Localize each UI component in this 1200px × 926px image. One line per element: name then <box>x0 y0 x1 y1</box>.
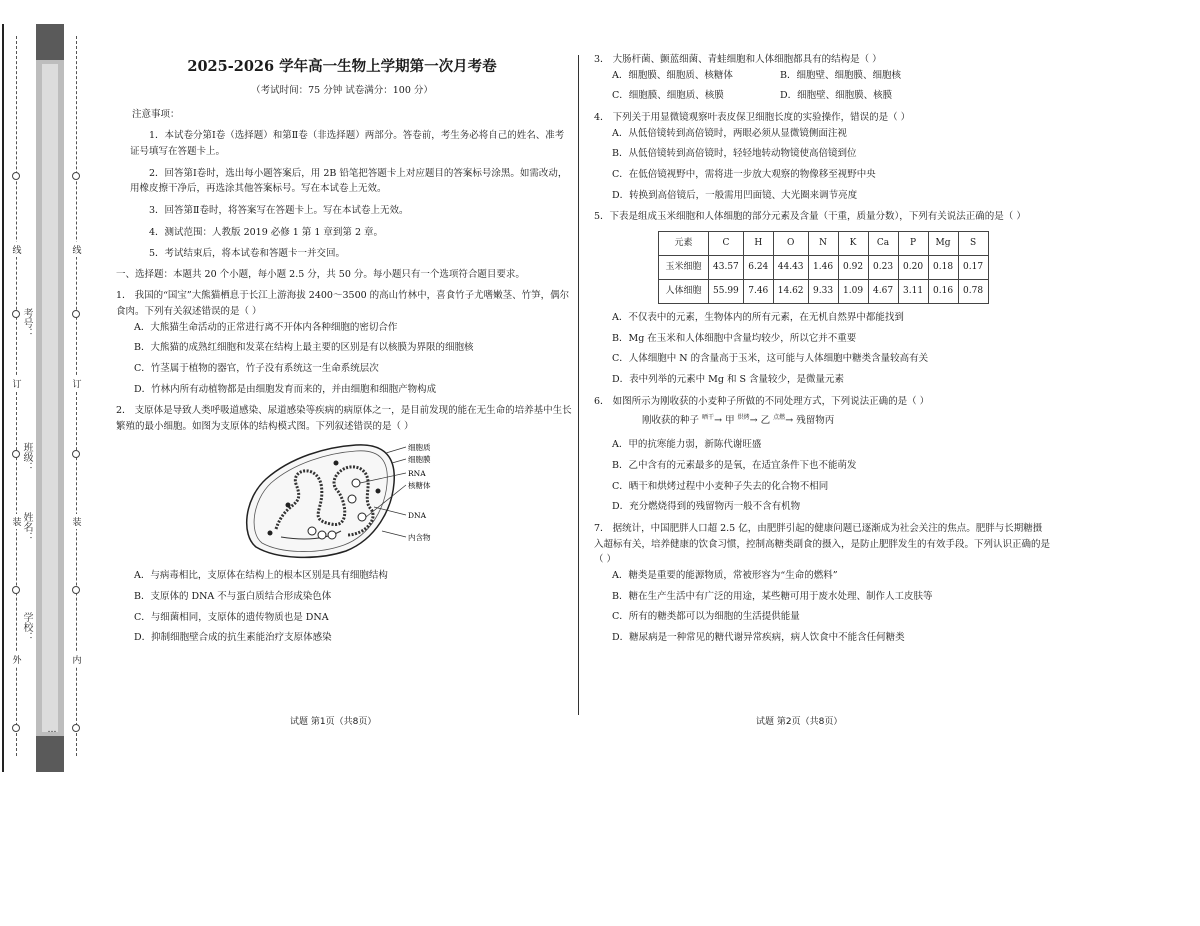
table-cell: 0.20 <box>898 256 928 280</box>
hole-marker <box>12 586 20 594</box>
question-7 <box>590 521 1050 646</box>
option-c: C．人体细胞中 N 的含量高于玉米，这可能与人体细胞中糖类含量较高有关 <box>612 353 929 365</box>
option-a: A．与病毒相比，支原体在结构上的根本区别是具有细胞结构 <box>134 570 388 582</box>
table-header-cell: Ca <box>868 232 898 256</box>
question-stem: 1． 我国的“国宝”大熊猫栖息于长江上游海拔 2400～3500 的高山竹林中，喜食竹子尤嗜嫩茎、竹笋，偶尔食肉。下列有关叙述错误的是（ ） <box>116 290 570 317</box>
question-1 <box>112 288 572 397</box>
option-a: A．不仅表中的元素，生物体内的所有元素，在无机自然界中都能找到 <box>612 312 904 324</box>
table-cell: 3.11 <box>898 280 928 304</box>
page-footer-right: 试题 第2页（共8页） <box>756 717 843 727</box>
hole-marker <box>72 724 80 732</box>
table-cell: 0.23 <box>868 256 898 280</box>
table-row <box>659 256 989 280</box>
question-6 <box>590 394 1050 515</box>
inclusion <box>286 502 291 507</box>
ribosome <box>352 479 360 487</box>
mark-bind-inner: 订 <box>72 376 82 391</box>
table-header-cell: H <box>743 232 773 256</box>
hole-marker <box>72 586 80 594</box>
table-cell: 44.43 <box>773 256 808 280</box>
question-stem: 2． 支原体是导致人类呼吸道感染、尿道感染等疾病的病原体之一，是目前发现的能在无生命的培养基中生长繁殖的最小细胞。如图为支原体的结构模式图。下列叙述错误的是（ ） <box>116 405 572 432</box>
table-header-row <box>659 232 989 256</box>
flow-step-label: 烘烤 <box>737 414 750 422</box>
table-cell: 0.92 <box>838 256 868 280</box>
label-leader <box>392 459 406 463</box>
table-cell: 4.67 <box>868 280 898 304</box>
table-cell: 55.99 <box>709 280 744 304</box>
table-header-cell: 元素 <box>659 232 709 256</box>
table-cell: 14.62 <box>773 280 808 304</box>
option-a: A．大熊猫生命活动的正常进行离不开体内各种细胞的密切合作 <box>134 321 398 333</box>
cell-membrane-outline <box>247 444 395 557</box>
option-c: C．所有的糖类都可以为细胞的生活提供能量 <box>612 611 800 623</box>
mycoplasma-diagram <box>236 439 460 559</box>
exam-title: 2025-2026 学年高一生物上学期第一次月考卷 <box>187 58 497 75</box>
binding-margin <box>2 24 94 772</box>
exam-number-label: 考号： <box>21 308 32 338</box>
notice-item: 2．回答第Ⅰ卷时，选出每小题答案后，用 2B 铅笔把答题卡上对应题目的答案标号涂黑。如需改动，用橡皮擦干净后，再选涂其他答案标号。写在本试卷上无效。 <box>130 167 568 195</box>
option-b: B．大熊猫的成熟红细胞和发菜在结构上最主要的区别是有以核膜为界限的细胞核 <box>134 342 474 354</box>
option-a: A．甲的抗寒能力弱，新陈代谢旺盛 <box>612 439 762 451</box>
table-cell: 玉米细胞 <box>659 256 709 280</box>
hole-marker <box>12 724 20 732</box>
option-c: C．与细菌相同，支原体的遗传物质也是 DNA <box>134 611 329 623</box>
table-cell: 9.33 <box>808 280 838 304</box>
label-leader <box>386 447 406 453</box>
page-footer-left: 试题 第1页（共8页） <box>290 717 377 727</box>
table-cell: 0.18 <box>928 256 958 280</box>
table-cell: 1.46 <box>808 256 838 280</box>
inclusion <box>334 460 339 465</box>
table-header-cell: S <box>958 232 988 256</box>
hole-marker <box>72 310 80 318</box>
ribosome <box>308 527 316 535</box>
inclusion <box>268 530 273 535</box>
school-label: 学校： <box>21 612 32 642</box>
section-heading: 一、选择题：本题共 20 个小题，每小题 2.5 分，共 50 分。每小题只有一个选项符合题目要求。 <box>116 268 525 280</box>
ribosome <box>348 495 356 503</box>
outer-cut-line <box>16 36 17 756</box>
option-d: D．转换到高倍镜后，一般需用凹面镜、大光圈来调节亮度 <box>612 189 858 201</box>
option-d: D．表中列举的元素中 Mg 和 S 含量较少，是微量元素 <box>612 374 845 386</box>
table-cell: 6.24 <box>743 256 773 280</box>
label-rna: RNA <box>408 468 426 478</box>
question-stem: 4． 下列关于用显微镜观察叶表皮保卫细胞长度的实验操作，错误的是（ ） <box>594 112 911 124</box>
flow-c: 残留物丙 <box>796 415 835 427</box>
table-header-cell: K <box>838 232 868 256</box>
label-cytoplasm: 细胞质 <box>408 442 431 452</box>
mark-line-inner: 线 <box>72 242 82 257</box>
option-row <box>590 68 1050 84</box>
option-row <box>590 88 1050 104</box>
column-divider <box>578 55 579 715</box>
option-b: B．糖在生产生活中有广泛的用途，某些糖可用于废水处理、制作人工皮肤等 <box>612 590 933 602</box>
notice-item: 5．考试结束后，将本试卷和答题卡一并交回。 <box>149 248 346 260</box>
hole-marker <box>72 172 80 180</box>
hole-marker <box>12 172 20 180</box>
flow-seed: 刚收获的种子 <box>642 415 700 427</box>
table-cell: 0.16 <box>928 280 958 304</box>
option-b: B．细胞壁、细胞膜、细胞核 <box>780 69 901 81</box>
ribosome <box>318 531 326 539</box>
flow-step-label: 晒干 <box>702 414 715 422</box>
option-c: C．在低倍镜视野中，需将进一步放大观察的物像移至视野中央 <box>612 169 876 181</box>
table-header-cell: O <box>773 232 808 256</box>
option-d: D．糖尿病是一种常见的糖代谢异常疾病，病人饮食中不能含任何糖类 <box>612 631 905 643</box>
option-a: A．细胞膜、细胞质、核糖体 <box>612 69 733 81</box>
ribosome <box>358 513 366 521</box>
label-dna: DNA <box>408 510 426 520</box>
option-d: D．竹林内所有动植物都是由细胞发育而来的，并由细胞和细胞产物构成 <box>134 383 437 395</box>
question-3 <box>590 52 1050 104</box>
inner-cut-line <box>76 36 77 756</box>
question-stem: 6． 如图所示为刚收获的小麦种子所做的不同处理方式，下列说法正确的是（ ） <box>594 395 930 407</box>
question-stem: 7． 据统计，中国肥胖人口超 2.5 亿，由肥胖引起的健康问题已逐渐成为社会关注的焦点。肥胖与长期糖摄入超标有关，培养健康的饮食习惯，控制高糖类副食的摄入，是防止肥胖发生的有效手段。下列认识正确的是（ ） <box>594 522 1051 566</box>
mark-line-outer: 线 <box>12 242 22 257</box>
label-ribosome: 核糖体 <box>408 480 431 490</box>
notice-heading: 注意事项： <box>132 109 180 120</box>
question-stem: 5．下表是组成玉米细胞和人体细胞的部分元素及含量（干重，质量分数），下列有关说法正确的是（ ） <box>594 211 1026 223</box>
strip-cap-bottom <box>36 736 64 772</box>
label-cell-membrane: 细胞膜 <box>408 454 431 464</box>
table-header-cell: C <box>709 232 744 256</box>
class-label: 班级： <box>21 442 32 472</box>
option-a: A．从低倍镜转到高倍镜时，两眼必须从显微镜侧面注视 <box>612 127 847 139</box>
label-leader <box>382 531 406 537</box>
table-cell: 1.09 <box>838 280 868 304</box>
flow-b: 乙 <box>760 415 771 427</box>
table-cell: 43.57 <box>709 256 744 280</box>
mark-pack-inner: 装 <box>72 514 82 529</box>
strip-inner <box>42 64 58 732</box>
ribosome <box>328 531 336 539</box>
question-4 <box>590 110 1050 203</box>
question-5 <box>590 209 1050 387</box>
table-header-cell: N <box>808 232 838 256</box>
option-b: B．支原体的 DNA 不与蛋白质结合形成染色体 <box>134 590 332 602</box>
option-b: B．从低倍镜转到高倍镜时，轻轻地转动物镜使高倍镜到位 <box>612 148 857 160</box>
flow-a: 甲 <box>725 415 735 427</box>
option-b: B．Mg 在玉米和人体细胞中含量均较少，所以它并不重要 <box>612 332 857 344</box>
table-header-cell: Mg <box>928 232 958 256</box>
mark-pack-outer: 装 <box>12 514 22 529</box>
label-inclusion: 内含物 <box>408 532 431 542</box>
arrow-right-icon: → <box>749 415 758 427</box>
table-cell: 0.78 <box>958 280 988 304</box>
question-2 <box>112 403 572 646</box>
hole-marker <box>72 450 80 458</box>
mark-outside: 外 <box>12 652 22 667</box>
question-stem: 3． 大肠杆菌、颤蓝细菌、青蛙细胞和人体细胞都具有的结构是（ ） <box>594 54 882 65</box>
option-d: D．抑制细胞壁合成的抗生素能治疗支原体感染 <box>134 632 332 644</box>
element-content-table <box>658 231 989 304</box>
strip-cap-top <box>36 24 64 60</box>
option-c: C．晒干和烘烤过程中小麦种子失去的化合物不相同 <box>612 480 829 492</box>
flow-step-label: 点燃 <box>773 414 786 422</box>
table-row <box>659 280 989 304</box>
page-2-column <box>590 52 1050 652</box>
table-cell: 0.17 <box>958 256 988 280</box>
notice-item: 3．回答第Ⅱ卷时，将答案写在答题卡上。写在本试卷上无效。 <box>149 204 409 216</box>
processing-flow <box>590 413 1050 429</box>
strip-dots: … <box>47 725 57 735</box>
table-cell: 7.46 <box>743 280 773 304</box>
notice-item: 4．测试范围：人教版 2019 必修 1 第 1 章到第 2 章。 <box>149 226 384 238</box>
option-d: D．充分燃烧得到的残留物丙一般不含有机物 <box>612 501 801 513</box>
mark-bind-outer: 订 <box>12 376 22 391</box>
arrow-right-icon: → <box>785 415 794 427</box>
option-c: C．细胞膜、细胞质、核膜 <box>612 90 724 102</box>
arrow-right-icon: → <box>714 415 723 427</box>
notice-item: 1．本试卷分第Ⅰ卷（选择题）和第Ⅱ卷（非选择题）两部分。答卷前，考生务必将自己的姓名、准考证号填写在答题卡上。 <box>130 130 565 157</box>
margin-border <box>2 24 4 772</box>
inclusion <box>376 488 381 493</box>
table-header-cell: P <box>898 232 928 256</box>
table-cell: 人体细胞 <box>659 280 709 304</box>
name-label: 姓名： <box>21 512 32 542</box>
option-c: C．竹茎属于植物的器官，竹子没有系统这一生命系统层次 <box>134 362 379 374</box>
mark-inside: 内 <box>72 652 82 667</box>
option-b: B．乙中含有的元素最多的是氧，在适宜条件下也不能萌发 <box>612 459 857 471</box>
option-a: A．糖类是重要的能源物质，常被形容为“生命的燃料” <box>612 569 838 581</box>
page-1-column <box>112 50 572 652</box>
exam-subtitle: （考试时间：75 分钟 试卷满分：100 分） <box>251 84 433 96</box>
option-d: D．细胞壁、细胞膜、核膜 <box>780 90 893 102</box>
